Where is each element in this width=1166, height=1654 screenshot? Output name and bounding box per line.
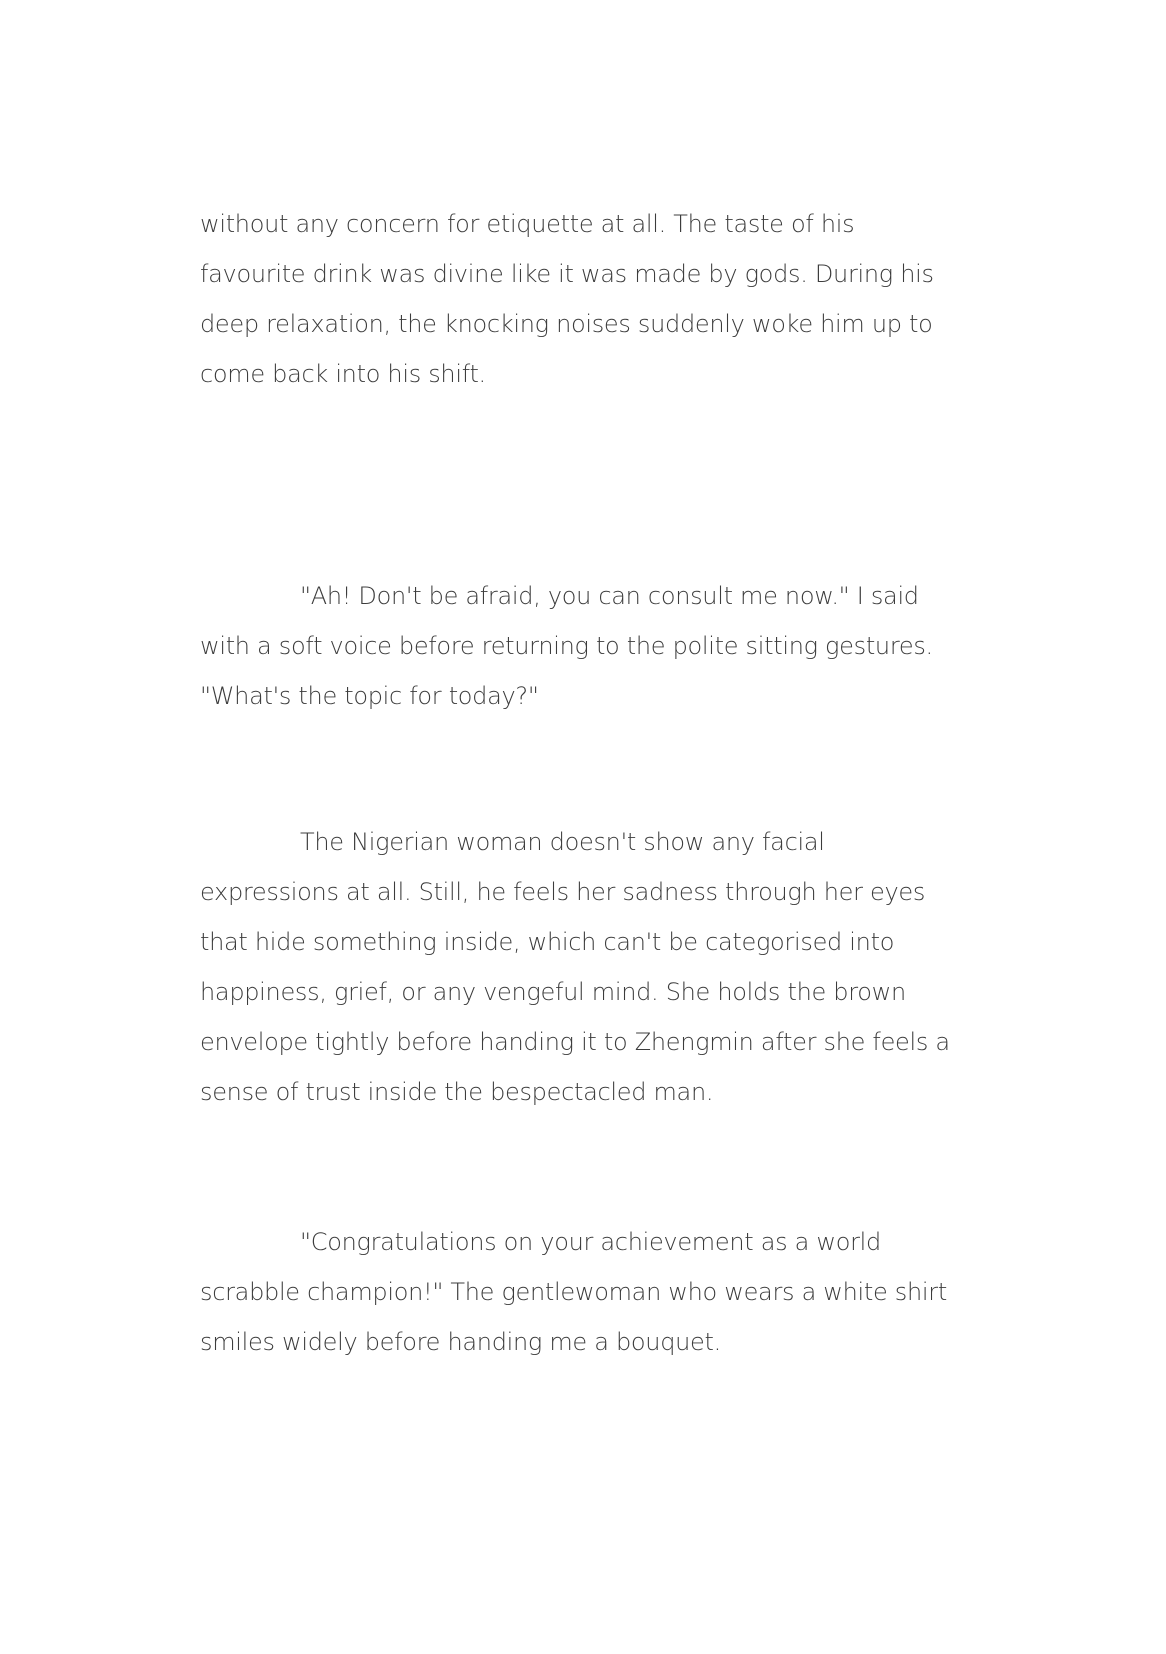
text-line: without any concern for etiquette at all. The taste of his bbox=[200, 210, 855, 238]
text-line: deep relaxation, the knocking noises suddenly woke him up to bbox=[200, 310, 933, 338]
text-line: "Ah! Don't be afraid, you can consult me now." I said bbox=[300, 582, 919, 610]
text-line: expressions at all. Still, he feels her sadness through her eyes bbox=[200, 878, 926, 906]
text-line: come back into his shift. bbox=[200, 360, 486, 388]
text-line: scrabble champion!" The gentlewoman who wears a white shirt bbox=[200, 1278, 947, 1306]
text-line: The Nigerian woman doesn't show any facial bbox=[300, 828, 825, 856]
text-line: smiles widely before handing me a bouquet. bbox=[200, 1328, 721, 1356]
text-line: with a soft voice before returning to the polite sitting gestures. bbox=[200, 632, 933, 660]
text-line: envelope tightly before handing it to Zhengmin after she feels a bbox=[200, 1028, 950, 1056]
text-line: "Congratulations on your achievement as a world bbox=[300, 1228, 881, 1256]
text-line: "What's the topic for today?" bbox=[200, 682, 539, 710]
text-line: sense of trust inside the bespectacled man. bbox=[200, 1078, 714, 1106]
text-line: favourite drink was divine like it was made by gods. During his bbox=[200, 260, 934, 288]
text-line: happiness, grief, or any vengeful mind. She holds the brown bbox=[200, 978, 906, 1006]
text-line: that hide something inside, which can't be categorised into bbox=[200, 928, 895, 956]
